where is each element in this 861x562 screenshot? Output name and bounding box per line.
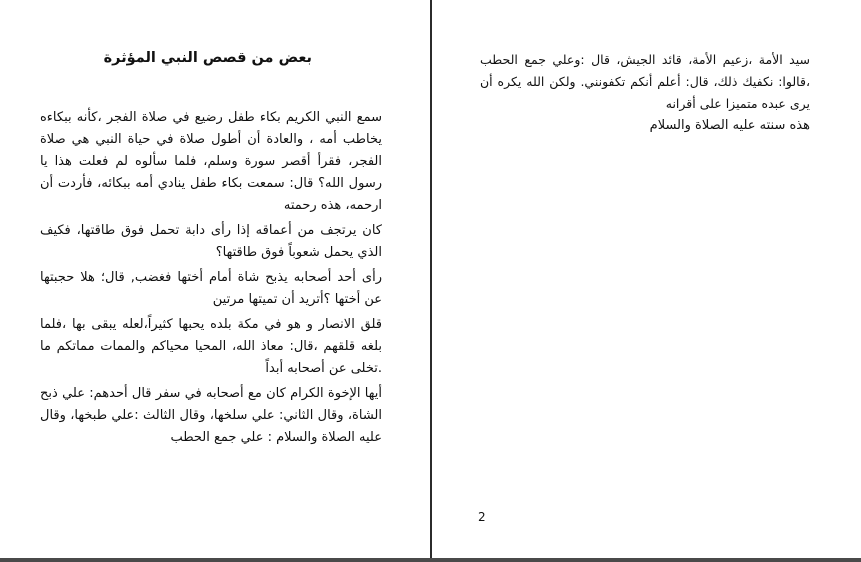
right-page-body: [480, 49, 810, 137]
story-paragraph: أيها الإخوة الكرام كان مع أصحابه في سفر قال أحدهم: علي ذبح الشاة، وقال الثاني: علي سلخها، وقال الثالث :علي طبخها، وقال عليه الصلاة والسلام : علي جمع الحطب: [40, 386, 382, 445]
story-paragraph: رأى أحد أصحابه يذبح شاة أمام أختها فغضب, قال؛ هلا حجبتها عن أختها ؟أتريد أن تميتها مرتين: [40, 270, 382, 307]
page-bottom-edge: [0, 558, 861, 562]
story-paragraph: سمع النبي الكريم بكاء طفل رضيع في صلاة الفجر ،كأنه ببكاءه يخاطب أمه ، والعادة أن أطول صلاة في حياة النبي هي صلاة الفجر، فقرأ أقصر سورة وسلم، فلما سألوه لم فعلت هذا يا رسول الله؟ قال: سمعت بكاء طفل ينادي أمه ببكائه، فأردت أن ارحمه، هذه رحمته: [40, 110, 382, 213]
left-page: [0, 0, 430, 558]
page-number: 2: [478, 510, 486, 524]
story-paragraph: قلق الانصار و هو في مكة بلده يحبها كثيراً،لعله يبقى بها ،فلما بلغه قلقهم ،قال: معاذ الله، المحيا محياكم والممات مماتكم ما .تخلى عن أصحابه أبداً: [40, 317, 382, 376]
story-paragraph: سيد الأمة ،زعيم الأمة، قائد الجيش، قال :وعلي جمع الحطب ،قالوا: نكفيك ذلك، قال: أعلم أنكم تكفونني. ولكن الله يكره أن يرى عبده متميزا على أقرانه: [480, 52, 810, 111]
closing-line: هذه سنته عليه الصلاة والسلام: [649, 118, 810, 133]
page-title: بعض من قصص النبي المؤثرة: [103, 50, 312, 66]
story-paragraph: كان يرتجف من أعماقه إذا رأى دابة تحمل فوق طاقتها، فكيف الذي يحمل شعوباً فوق طاقتها؟: [40, 223, 382, 260]
left-page-body: [40, 107, 382, 452]
